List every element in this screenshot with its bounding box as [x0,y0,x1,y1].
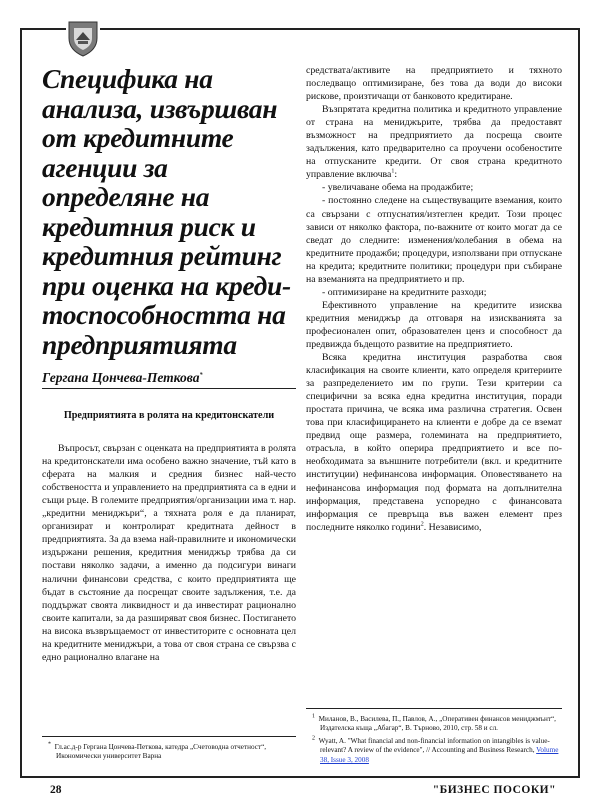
footnote-list [306,715,562,765]
right-frame-line [578,28,580,778]
paragraph [306,64,562,103]
footnote-item [306,737,562,765]
paragraph-text: - оптимизиране на кредитните разходи; [322,286,487,298]
paragraph [306,286,562,299]
footnote-divider [42,736,296,737]
footnote-mark: * [48,741,51,748]
footnote-mark: 2 [312,735,315,742]
right-body-text [306,64,562,534]
left-frame-line [20,28,22,778]
left-footnote-block [42,736,296,765]
paragraph [306,103,562,181]
author-divider [42,388,296,389]
paragraph [306,194,562,285]
paragraph-text: - постоянно следене на съществуващите вземания, които са свързани с отпуснатия/изтеглен кредит. Този процес зависи от няколко фактора, по-важните от които могат да се сведат до следните: изменения/колебания в обема на кредитните продажби; процедури, използвани при отпускане на кредита; кредитните политики; процедури при събиране на вземанията на предприятието и пр. [306,195,562,285]
right-footnote-block [306,708,562,768]
right-column [306,64,562,534]
left-body-text [42,442,296,664]
author-footnote-mark: * [199,372,203,379]
author-footnote [42,743,296,762]
paragraph-text: Възпрятата кредитна политика и кредитното управление от страна на мениджърите, трябва да предоставят възможност на предприятието да посреща своите задължения, като предварително са проучени особеностите на отпусканите кредити. От своя страна кредитното управление включва [306,104,562,181]
footnote-link[interactable]: Volume 38, Issue 3, 2008 [320,746,559,764]
paragraph [306,181,562,194]
paragraph-text: Ефективното управление на кредитите изисква кредитния мениджър да отговаря на изискванията за професионален опит, образователен ценз и способност да предвижда бъдещото развитие на предприятието. [306,299,562,350]
footnote-reference[interactable]: 1 [391,169,395,176]
page-number: 28 [50,784,62,796]
footnote-text: Гл.ас.д-р Гергана Цончева-Петкова, катедра „Счетоводна отчетност“, Икономически университет Варна [54,743,267,761]
article-title: Специфика на анализа, извършван от кредитните агенции за определяне на кредитния риск и кредитния рейтинг при оценка на креди-тоспособността на предприятията [42,63,291,360]
paragraph-tail: . Независимо, [423,521,482,533]
bottom-rule [20,776,580,778]
footnote-text: Миланов, В., Василева, П., Павлов, А., „Оперативен финансов мениджмънт“, Издателска къща „Абагар“, В. Търново, 2010, стр. 58 и сл. [318,715,556,733]
footnote-reference[interactable]: 2 [420,521,424,528]
paragraph [306,351,562,534]
left-column [42,64,296,664]
footnote-item [306,715,562,734]
section-heading: Предприятията в ролята на кредитонскатели [63,410,275,422]
paragraph-tail: : [394,169,398,181]
journal-name: "БИЗНЕС ПОСОКИ" [432,784,556,796]
footnote-mark: 1 [312,713,315,720]
top-frame-line [20,28,580,30]
journal-logo-icon [66,18,100,58]
footnote-text: Wyatt, A. "What financial and non-financial information on intangibles is value-relevant? A review of the evidence", // Accounting and Business Research, [318,736,550,755]
author-name: Гергана Цончева-Петкова [42,370,200,385]
paragraph [306,299,562,351]
paragraph-text: Всяка кредитна институция разработва своя класификация на своите клиенти, като определя критериите за разпределението им по групи. Тези критерии са специфични за всяка една кредитна институция, поради простата причина, че всяка има различна стратегия. Освен това при класифицирането на клиенти е добре да се вземат предвид още размера, големината на предприятието, отрасъла, в който оперира предприятието и все по-необходимата за външните потребители (вкл. и кредитните институции) нефинансова информация. Оповестяването на нефинансова информация под формата на допълнителна информация, представена успоредно с финансовата информация се превръща във важен елемент през последните няколко години [306,352,562,533]
paragraph-text: средствата/активите на предприятието и тяхното последващо оптимизиране, без това да води до високи рискове, произтичащи от банковото кредитиране. [306,65,562,103]
paragraph: Въпросът, свързан с оценката на предприятията в ролята на кредитонскатели има особено важно значение, тъй като в сферата на малкия и средния бизнес най-често собствеността и управлението на предприятията са в едни и същи ръце. В големите предприятия/организации има т. нар. „кредитни мениджъри“, а тяхната роля е да планират, организират и контролират кредитната дейност в предприятията. За да взема най-правилните и икономически издържани решения, кредитния мениджър трябва да си постави няколко задачи, а именно да подсигури винаги налични финансови средства, с които предприятията ще бъдат в състояние да посрещат своите задължения, т.е. да поддържат своята ликвидност и да инвестират рационално своите капитали, за да разширяват своя бизнес. Постигането на висока възвръщаемост от инвеститорите с основната цел на кредитните мениджъри, а това от своя страна се свързва с едно рационално влагане на [42,443,296,663]
paragraph-text: - увеличаване обема на продажбите; [322,182,474,194]
article-author [42,371,296,384]
footnote-divider [306,708,562,709]
